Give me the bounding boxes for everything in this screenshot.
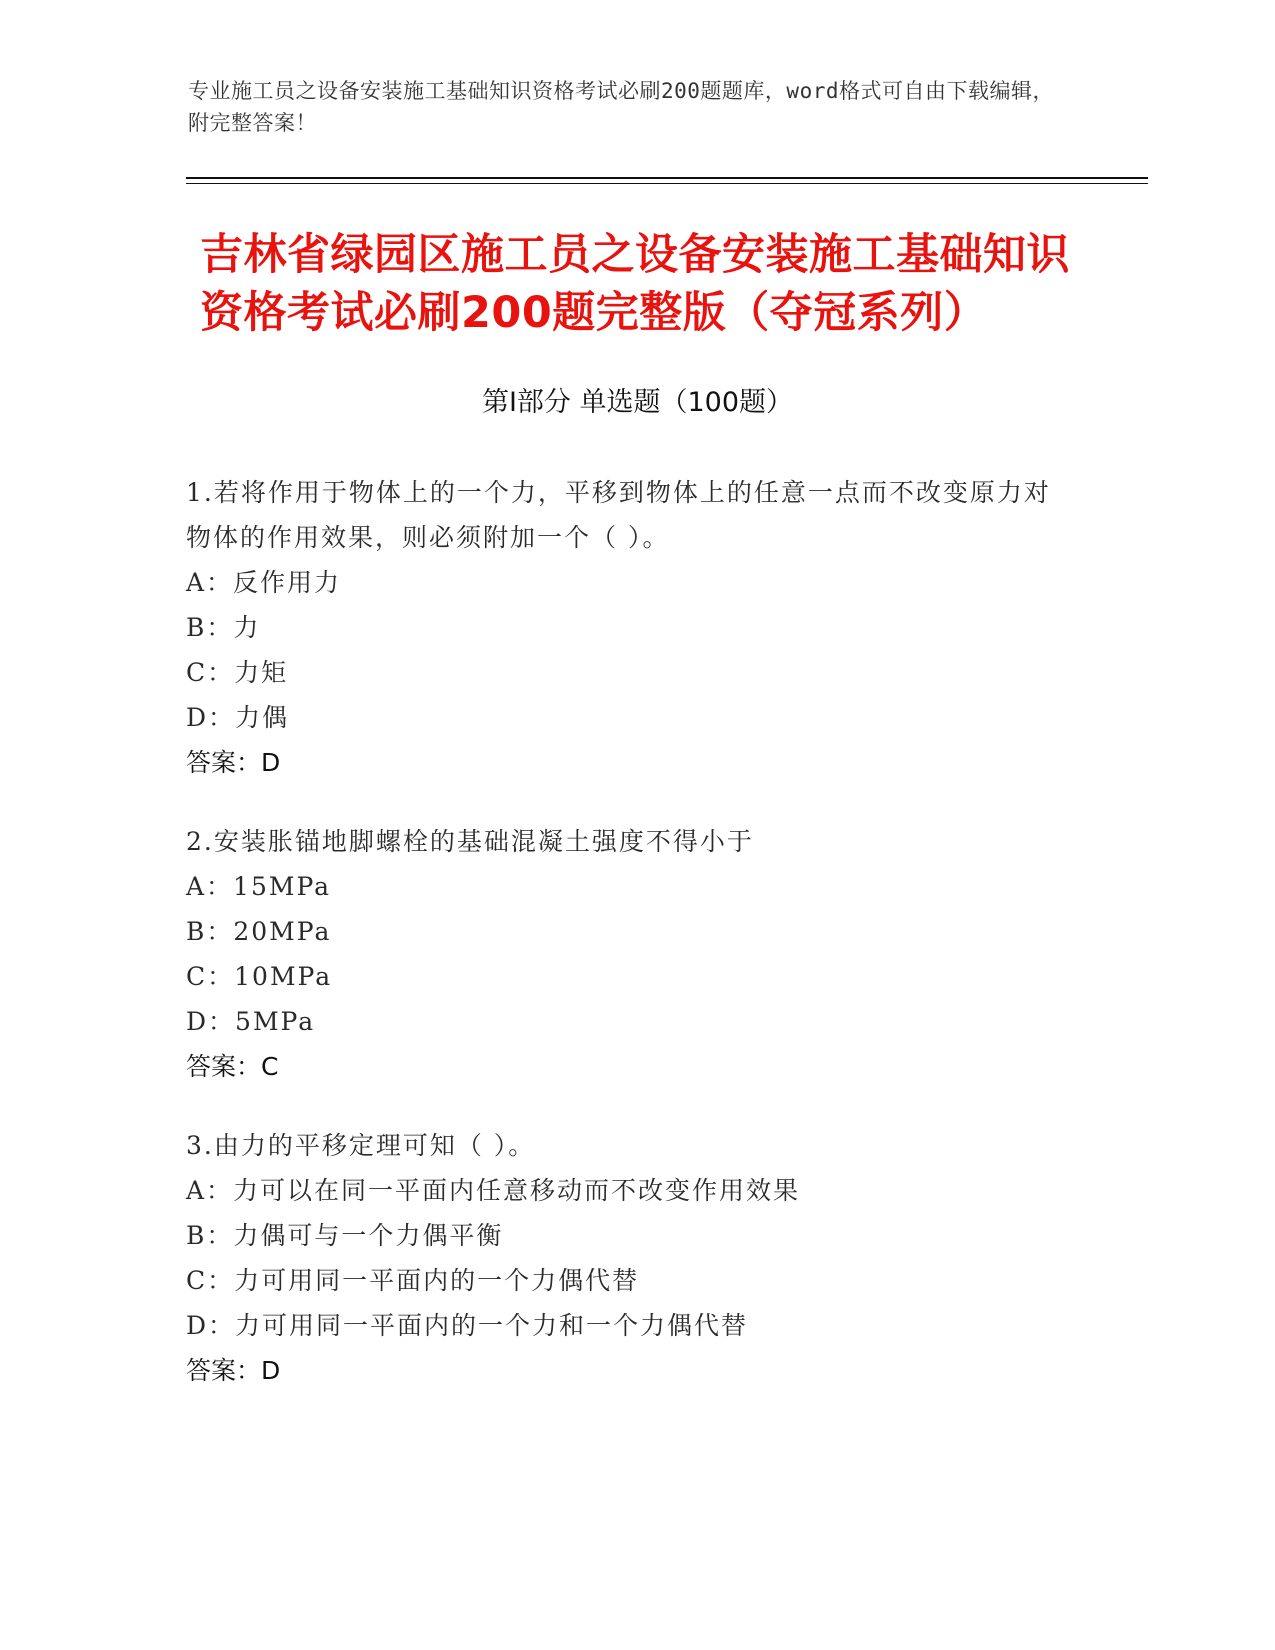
answer: 答案：D bbox=[186, 748, 281, 777]
question-stem: 1.若将作用于物体上的一个力，平移到物体上的任意一点而不改变原力对物体的作用效果，则必须附加一个（ ）。 bbox=[186, 478, 1051, 552]
option-d: D：力可用同一平面内的一个力和一个力偶代替 bbox=[186, 1311, 749, 1340]
option-b: B：力偶可与一个力偶平衡 bbox=[186, 1221, 504, 1250]
question-3 bbox=[186, 1123, 1066, 1393]
header-note: 专业施工员之设备安装施工基础知识资格考试必刷200题题库，word格式可自由下载编辑，附完整答案！ bbox=[188, 79, 1054, 135]
option-c: C：10MPa bbox=[186, 962, 333, 991]
option-b: B：力 bbox=[186, 613, 261, 642]
answer: 答案：C bbox=[186, 1052, 279, 1081]
option-c: C：力矩 bbox=[186, 658, 289, 687]
option-c: C：力可用同一平面内的一个力偶代替 bbox=[186, 1266, 640, 1295]
option-a: A：力可以在同一平面内任意移动而不改变作用效果 bbox=[186, 1176, 801, 1205]
answer: 答案：D bbox=[186, 1356, 281, 1385]
question-stem: 3.由力的平移定理可知（ ）。 bbox=[186, 1131, 536, 1160]
option-a: A：反作用力 bbox=[186, 568, 342, 597]
header-rule-thick bbox=[186, 177, 1148, 179]
header-rule-thin bbox=[186, 183, 1148, 184]
option-d: D：力偶 bbox=[186, 703, 290, 732]
section-heading: 第Ⅰ部分 单选题（100题） bbox=[481, 387, 794, 418]
question-2 bbox=[186, 819, 1066, 1089]
option-a: A：15MPa bbox=[186, 872, 332, 901]
option-d: D：5MPa bbox=[186, 1007, 316, 1036]
document-title: 吉林省绿园区施工员之设备安装施工基础知识资格考试必刷200题完整版（夺冠系列） bbox=[200, 230, 1070, 338]
option-b: B：20MPa bbox=[186, 917, 332, 946]
question-stem: 2.安装胀锚地脚螺栓的基础混凝土强度不得小于 bbox=[186, 827, 754, 856]
question-list bbox=[186, 470, 1066, 1427]
question-1 bbox=[186, 470, 1066, 785]
